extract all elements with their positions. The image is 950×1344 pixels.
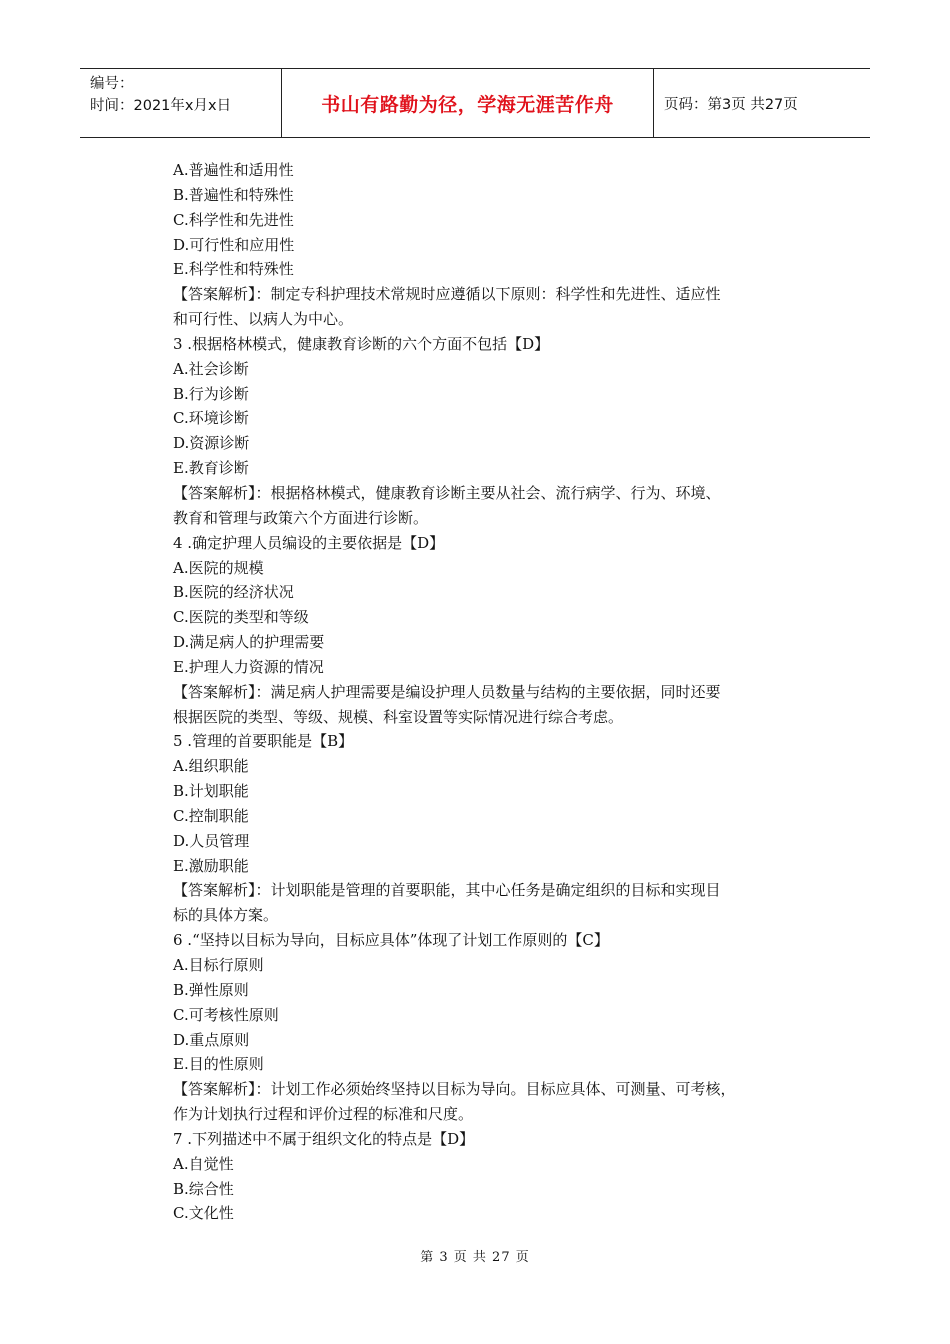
text-line: E.教育诊断 <box>173 459 249 478</box>
text-line: A.目标行原则 <box>173 956 264 974</box>
text-line: 5 .管理的首要职能是【B】 <box>173 732 354 751</box>
text-line: D.满足病人的护理需要 <box>173 633 325 652</box>
text-line: 【答案解析】：根据格林模式，健康教育诊断主要从社会、流行病学、行为、环境、 <box>173 483 721 502</box>
text-line: C.医院的类型和等级 <box>173 608 309 627</box>
text-line: E.激励职能 <box>173 856 249 875</box>
text-line: A.社会诊断 <box>173 359 249 378</box>
text-line: B.综合性 <box>173 1179 234 1198</box>
text-line: C.文化性 <box>173 1204 234 1223</box>
document-body <box>173 158 823 1226</box>
text-line: C.控制职能 <box>173 806 249 825</box>
text-line: 7 .下列描述中不属于组织文化的特点是【D】 <box>173 1129 475 1148</box>
header-motto <box>282 69 654 137</box>
text-line: 根据医院的类型、等级、规模、科室设置等实际情况进行综合考虑。 <box>173 707 624 726</box>
text-line: B.弹性原则 <box>173 980 249 999</box>
text-line: E.目的性原则 <box>173 1055 264 1074</box>
text-line: B.普遍性和特殊性 <box>173 185 294 204</box>
header-page-info <box>654 69 870 137</box>
text-line: D.资源诊断 <box>173 434 250 453</box>
text-line: B.医院的经济状况 <box>173 583 294 602</box>
text-line: 【答案解析】：计划工作必须始终坚持以目标为导向。目标应具体、可测量、可考核， <box>173 1080 736 1099</box>
page-header <box>80 68 870 138</box>
text-line: 教育和管理与政策六个方面进行诊断。 <box>173 508 429 527</box>
text-line: A.组织职能 <box>173 757 249 776</box>
document-number-label: 编号： <box>90 76 134 92</box>
text-line: B.计划职能 <box>173 782 249 801</box>
text-line: 【答案解析】：满足病人护理需要是编设护理人员数量与结构的主要依据，同时还要 <box>173 682 721 701</box>
header-meta <box>80 69 282 137</box>
text-line: 【答案解析】：制定专科护理技术常规时应遵循以下原则：科学性和先进性、适应性 <box>173 285 721 304</box>
text-line: 【答案解析】：计划职能是管理的首要职能，其中心任务是确定组织的目标和实现目 <box>173 881 721 900</box>
text-line: D.人员管理 <box>173 831 250 850</box>
text-line: A.医院的规模 <box>173 558 264 577</box>
text-line: C.环境诊断 <box>173 409 249 428</box>
text-line: A.普遍性和适用性 <box>173 161 294 179</box>
text-line: A.自觉性 <box>173 1154 234 1173</box>
text-line: B.行为诊断 <box>173 384 249 403</box>
text-line: 和可行性、以病人为中心。 <box>173 310 354 329</box>
motto-text: 书山有路勤为径，学海无涯苦作舟 <box>321 93 614 116</box>
text-line: 4 .确定护理人员编设的主要依据是【D】 <box>173 533 445 552</box>
text-line: C.可考核性原则 <box>173 1005 279 1024</box>
text-line: 6 .“坚持以目标为导向，目标应具体”体现了计划工作原则的【C】 <box>173 931 609 950</box>
text-line: 作为计划执行过程和评价过程的标准和尺度。 <box>173 1105 474 1124</box>
text-line: E.护理人力资源的情况 <box>173 657 324 676</box>
text-line: E.科学性和特殊性 <box>173 260 294 279</box>
text-line: D.重点原则 <box>173 1030 250 1049</box>
text-line: 标的具体方案。 <box>173 906 279 925</box>
page-footer <box>0 1246 950 1265</box>
document-time-label: 时间：2021年x月x日 <box>90 98 232 114</box>
text-line: D.可行性和应用性 <box>173 235 295 254</box>
page-number-label: 页码：第3页 共27页 <box>664 96 798 113</box>
footer-page-number: 第 3 页 共 27 页 <box>420 1250 530 1265</box>
text-line: 3 .根据格林模式，健康教育诊断的六个方面不包括【D】 <box>173 334 550 353</box>
text-line: C.科学性和先进性 <box>173 210 294 229</box>
